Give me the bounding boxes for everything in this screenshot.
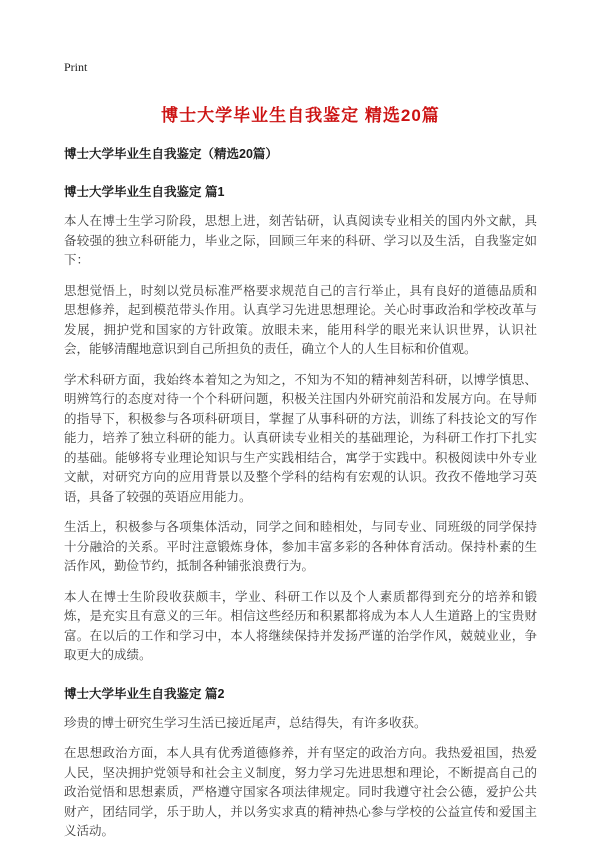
section-1-paragraph: 本人在博士生学习阶段，思想上进，刻苦钻研，认真阅读专业相关的国内外文献，具备较强的独立科研能力，毕业之际，回顾三年来的科研、学习以及生活，自我鉴定如下： (64, 214, 537, 267)
document-title: 博士大学毕业生自我鉴定 精选20篇 (161, 106, 440, 125)
print-link[interactable]: Print (64, 60, 88, 74)
section-1-heading: 博士大学毕业生自我鉴定 篇1 (64, 185, 225, 199)
section-1-paragraph: 生活上，积极参与各项集体活动，同学之间和睦相处，与同专业、同班级的同学保持十分融洽的关系。平时注意锻炼身体，参加丰富多彩的各种体育活动。保持朴素的生活作风，勤俭节约，抵制各种铺张浪费行为。 (64, 520, 537, 573)
section-1-paragraph: 本人在博士生阶段收获颇丰，学业、科研工作以及个人素质都得到充分的培养和锻炼，是充实且有意义的三年。相信这些经历和积累都将成为本人人生道路上的宝贵财富。在以后的工作和学习中，本人将继续保持并发扬严谨的治学作风，兢兢业业，争取更大的成绩。 (64, 589, 537, 662)
section-2-paragraph: 珍贵的博士研究生学习生活已接近尾声，总结得失，有许多收获。 (64, 715, 427, 730)
section-1-paragraph: 学术科研方面，我始终本着知之为知之，不知为不知的精神刻苦科研，以博学慎思、明辨笃行的态度对待一个个科研问题，积极关注国内外研究前沿和发展方向。在导师的指导下，积极参与各项科研项目，掌握了从事科研的方法，训练了科技论文的写作能力，培养了独立科研的能力。认真研读专业相关的基础理论，为科研工作打下扎实的基础。能够将专业理论知识与生产实践相结合，寓学于实践中。积极阅读中外专业文献，对研究方向的应用背景以及整个学科的结构有宏观的认识。孜孜不倦地学习英语，具备了较强的英语应用能力。 (64, 372, 537, 504)
section-2-paragraph: 在思想政治方面，本人具有优秀道德修养，并有坚定的政治方向。我热爱祖国，热爱人民，坚决拥护党领导和社会主义制度，努力学习先进思想和理论，不断提高自己的政治觉悟和思想素质，严格遵守国家各项法律规定。同时我遵守社会公德，爱护公共财产，团结同学，乐于助人，并以务实求真的精神热心参与学校的公益宣传和爱国主义活动。 (64, 746, 537, 838)
section-2-heading: 博士大学毕业生自我鉴定 篇2 (64, 686, 225, 701)
section-1-paragraph: 思想觉悟上，时刻以党员标准严格要求规范自己的言行举止，具有良好的道德品质和思想修养，起到模范带头作用。认真学习先进思想理论。关心时事政治和学校改革与发展，拥护党和国家的方针政策。放眼未来，能用科学的眼光来认识世界，认识社会，能够清醒地意识到自己所担负的责任，确立个人的人生目标和价值观。 (64, 283, 537, 356)
document-subtitle: 博士大学毕业生自我鉴定（精选20篇） (64, 147, 278, 161)
